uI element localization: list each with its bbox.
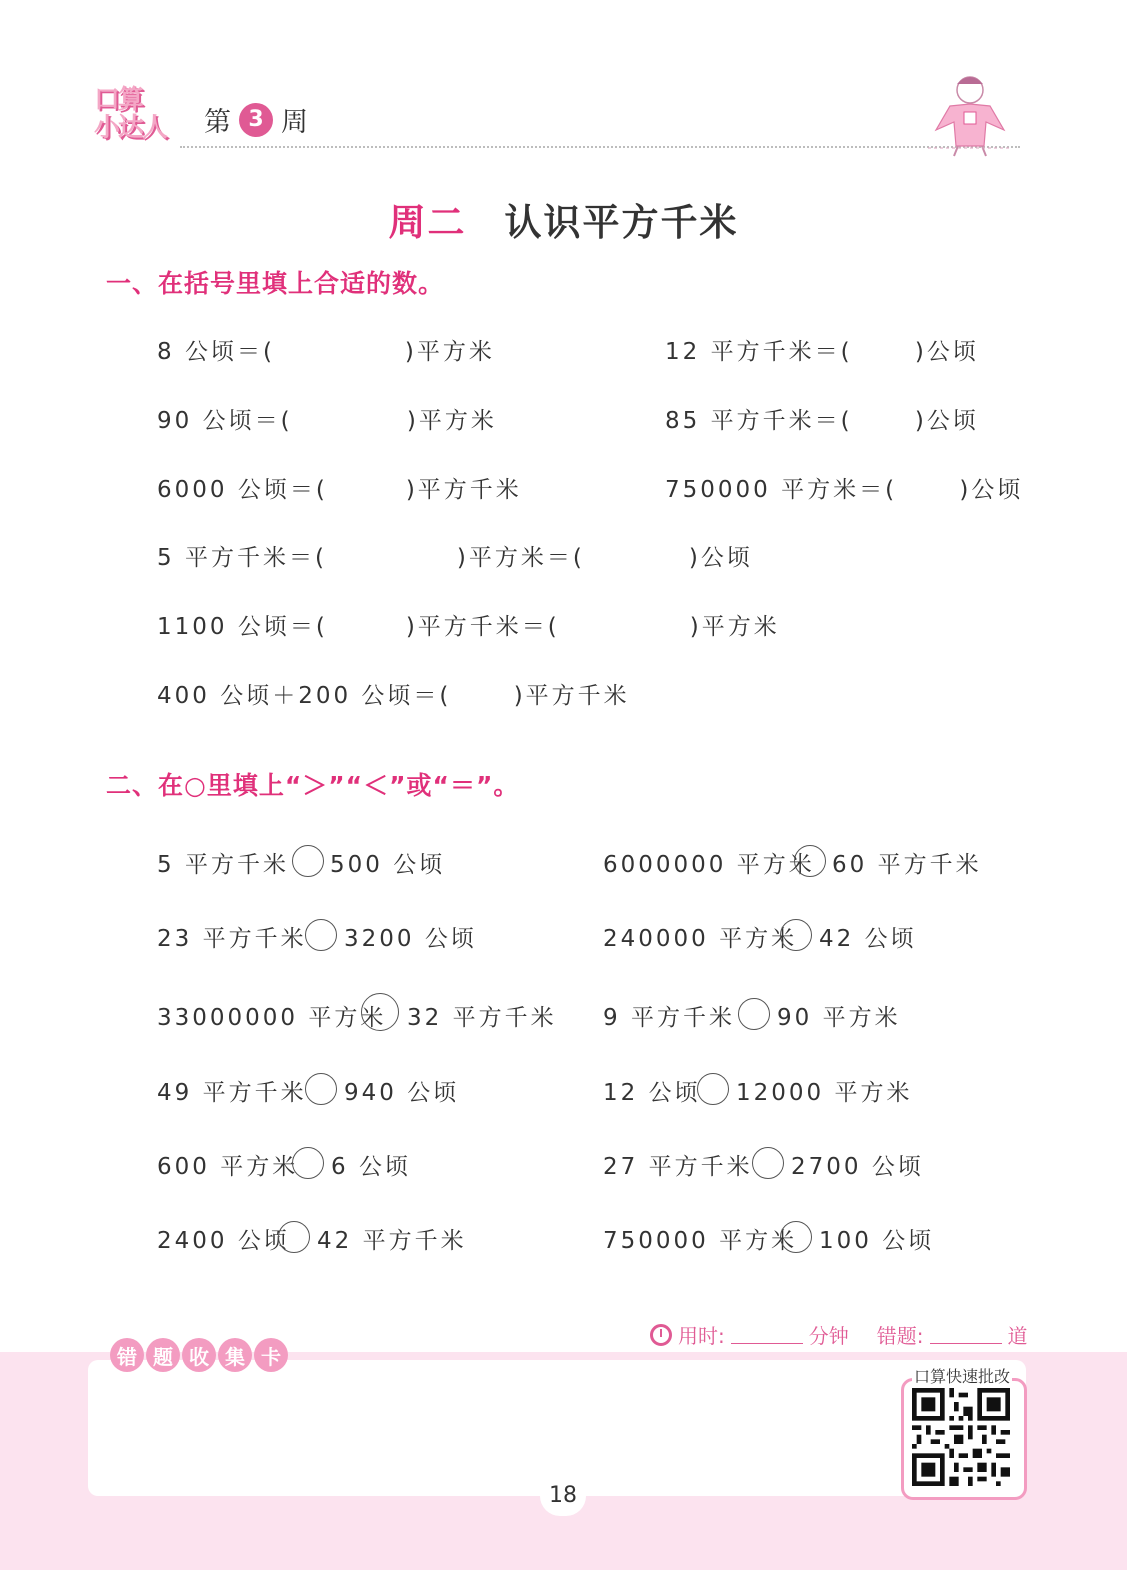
compare-right: 90 平方米 [777, 1005, 901, 1031]
compare-left: 12 公顷 [603, 1080, 701, 1106]
header-divider [180, 146, 1020, 148]
title-topic: 认识平方千米 [504, 201, 739, 244]
qr-code-icon[interactable] [912, 1388, 1010, 1486]
compare-right: 32 平方千米 [407, 1005, 557, 1031]
compare-right: 42 平方千米 [317, 1228, 467, 1254]
compare-circle[interactable] [738, 998, 770, 1030]
compare-right: 100 公顷 [819, 1228, 935, 1254]
week-prefix: 第 [204, 107, 231, 138]
compare-circle[interactable] [292, 845, 324, 877]
mistake-card-badge [110, 1338, 288, 1372]
compare-circle[interactable] [697, 1073, 729, 1105]
week-number-badge: 3 [239, 103, 273, 137]
fill-problem: 750000 平方米＝( )公顷 [665, 477, 1024, 503]
compare-left: 23 平方千米 [157, 926, 307, 952]
time-blank[interactable] [731, 1325, 803, 1344]
fill-problem: 5 平方千米＝( )平方米＝( )公顷 [157, 545, 753, 571]
compare-circle[interactable] [752, 1147, 784, 1179]
logo-line1: 口算 [94, 85, 143, 115]
compare-circle[interactable] [305, 1073, 337, 1105]
compare-left: 33000000 平方米 [157, 1005, 387, 1031]
section1-heading: 一、在括号里填上合适的数。 [106, 269, 445, 298]
compare-circle[interactable] [780, 1221, 812, 1253]
compare-right: 940 公顷 [344, 1080, 460, 1106]
fill-problem: 8 公顷＝( )平方米 [157, 339, 495, 365]
compare-right: 2700 公顷 [791, 1154, 924, 1180]
time-label: 用时: [678, 1324, 725, 1348]
compare-left: 2400 公顷 [157, 1228, 290, 1254]
errors-unit: 道 [1007, 1324, 1028, 1348]
compare-left: 240000 平方米 [603, 926, 798, 952]
compare-circle[interactable] [292, 1147, 324, 1179]
compare-right: 6 公顷 [331, 1154, 411, 1180]
compare-right: 12000 平方米 [736, 1080, 913, 1106]
errors-blank[interactable] [930, 1325, 1002, 1344]
badge-char: 集 [218, 1338, 252, 1372]
compare-circle[interactable] [780, 919, 812, 951]
brand-logo [94, 86, 180, 150]
compare-circle[interactable] [794, 845, 826, 877]
week-suffix: 周 [281, 107, 308, 138]
fill-problem: 90 公顷＝( )平方米 [157, 408, 497, 434]
mascot-icon [924, 68, 1016, 158]
compare-left: 9 平方千米 [603, 1005, 735, 1031]
compare-left: 27 平方千米 [603, 1154, 753, 1180]
section2-heading: 二、在○里填上“＞”“＜”或“＝”。 [106, 771, 520, 800]
compare-left: 6000000 平方米 [603, 852, 815, 878]
compare-right: 500 公顷 [330, 852, 446, 878]
compare-left: 750000 平方米 [603, 1228, 798, 1254]
badge-char: 题 [146, 1338, 180, 1372]
compare-circle[interactable] [278, 1221, 310, 1253]
logo-line2: 小达人 [94, 113, 167, 143]
compare-right: 60 平方千米 [832, 852, 982, 878]
compare-circle[interactable] [305, 919, 337, 951]
compare-right: 42 公顷 [819, 926, 917, 952]
badge-char: 收 [182, 1338, 216, 1372]
badge-char: 卡 [254, 1338, 288, 1372]
compare-left: 49 平方千米 [157, 1080, 307, 1106]
time-unit: 分钟 [808, 1324, 849, 1348]
week-indicator [204, 100, 308, 139]
qr-label: 口算快速批改 [912, 1364, 1012, 1387]
fill-problem: 400 公顷＋200 公顷＝( )平方千米 [157, 683, 630, 709]
compare-left: 5 平方千米 [157, 852, 289, 878]
errors-label: 错题: [876, 1324, 924, 1348]
badge-char: 错 [110, 1338, 144, 1372]
fill-problem: 12 平方千米＝( )公顷 [665, 339, 979, 365]
title-day: 周二 [388, 201, 467, 244]
fill-problem: 85 平方千米＝( )公顷 [665, 408, 979, 434]
compare-left: 600 平方米 [157, 1154, 299, 1180]
stopwatch-icon [650, 1324, 672, 1346]
compare-right: 3200 公顷 [344, 926, 477, 952]
fill-problem: 6000 公顷＝( )平方千米 [157, 477, 522, 503]
page-number: 18 [540, 1476, 586, 1516]
page-title [0, 192, 1127, 246]
timing-record [650, 1320, 1028, 1349]
compare-circle[interactable] [361, 993, 399, 1031]
fill-problem: 1100 公顷＝( )平方千米＝( )平方米 [157, 614, 780, 640]
